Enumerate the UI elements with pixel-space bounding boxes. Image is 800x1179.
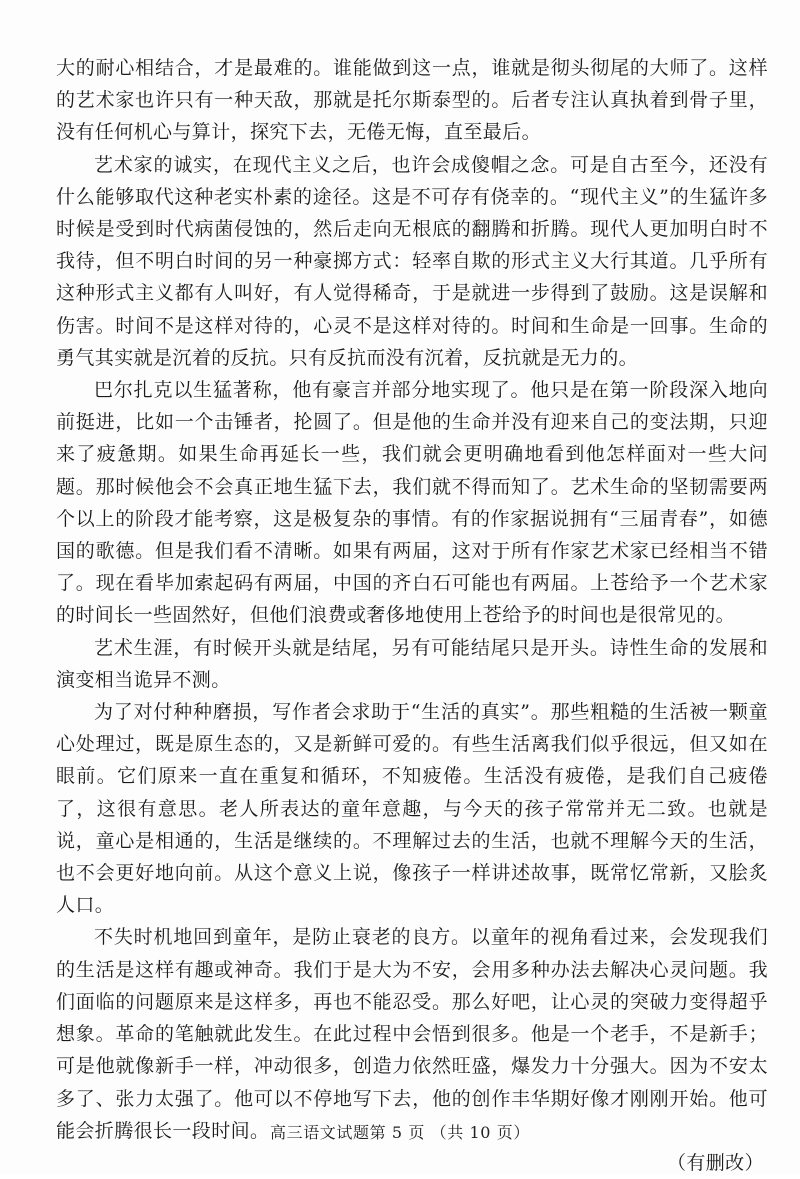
page-footer: 高三语文试题第 5 页 （共 10 页） (270, 1123, 530, 1142)
edited-note: （有删改） (666, 1151, 764, 1174)
article-paragraph: 不失时机地回到童年，是防止衰老的良方。以童年的视角看过来，会发现我们的生活是这样有趣或神奇。我们于是大为不安，会用多种办法去解决心灵问题。我们面临的问题原来是这样多，再也不能忍受。那么好吧，让心灵的突破力变得超乎想象。革命的笔触就此发生。在此过程中会悟到很多。他是一个老手，不是新手；可是他就像新手一样，冲动很多，创造力依然旺盛，爆发力十分强大。因为不安太多了、张力太强了。他可以不停地写下去，他的创作丰华期好像才刚刚开始。他可能会折腾很长一段时间。 (56, 926, 768, 1142)
article-paragraph: 艺术生涯，有时候开头就是结尾，另有可能结尾只是开头。诗性生命的发展和演变相当诡异不测。 (56, 636, 768, 691)
article-body (56, 52, 768, 1179)
article-paragraph: 艺术家的诚实，在现代主义之后，也许会成傻帽之念。可是自古至今，还没有什么能够取代这种老实朴素的途径。这是不可存有侥幸的。“现代主义”的生猛许多时候是受到时代病菌侵蚀的，然后走向无根底的翻腾和折腾。现代人更加明白时不我待，但不明白时间的另一种豪掷方式：轻率自欺的形式主义大行其道。几乎所有这种形式主义都有人叫好，有人觉得稀奇，于是就进一步得到了鼓励。这是误解和伤害。时间不是这样对待的，心灵不是这样对待的。时间和生命是一回事。生命的勇气其实就是沉着的反抗。只有反抗而没有沉着，反抗就是无力的。 (56, 153, 768, 369)
article-paragraph: 大的耐心相结合，才是最难的。谁能做到这一点，谁就是彻头彻尾的大师了。这样的艺术家也许只有一种天敌，那就是托尔斯泰型的。后者专注认真执着到骨子里，没有任何机心与算计，探究下去，无倦无悔，直至最后。 (56, 57, 768, 144)
article-paragraph: 巴尔扎克以生猛著称，他有豪言并部分地实现了。他只是在第一阶段深入地向前挺进，比如一个击锤者，抡圆了。但是他的生命并没有迎来自己的变法期，只迎来了疲惫期。如果生命再延长一些，我们就会更明确地看到他怎样面对一些大问题。那时候他会不会真正地生猛下去，我们就不得而知了。艺术生命的坚韧需要两个以上的阶段才能考察，这是极复杂的事情。有的作家据说拥有“三届青春”，如德国的歌德。但是我们看不清晰。如果有两届，这对于所有作家艺术家已经相当不错了。现在看毕加索起码有两届，中国的齐白石可能也有两届。上苍给予一个艺术家的时间长一些固然好，但他们浪费或奢侈地使用上苍给予的时间也是很常见的。 (56, 379, 768, 627)
article-paragraph: 为了对付种种磨损，写作者会求助于“生活的真实”。那些粗糙的生活被一颗童心处理过，既是原生态的，又是新鲜可爱的。有些生活离我们似乎很远，但又如在眼前。它们原来一直在重复和循环，不知疲倦。生活没有疲倦，是我们自己疲倦了，这很有意思。老人所表达的童年意趣，与今天的孩子常常并无二致。也就是说，童心是相通的，生活是继续的。不理解过去的生活，也就不理解今天的生活，也不会更好地向前。从这个意义上说，像孩子一样讲述故事，既常忆常新，又脍炙人口。 (56, 701, 768, 917)
